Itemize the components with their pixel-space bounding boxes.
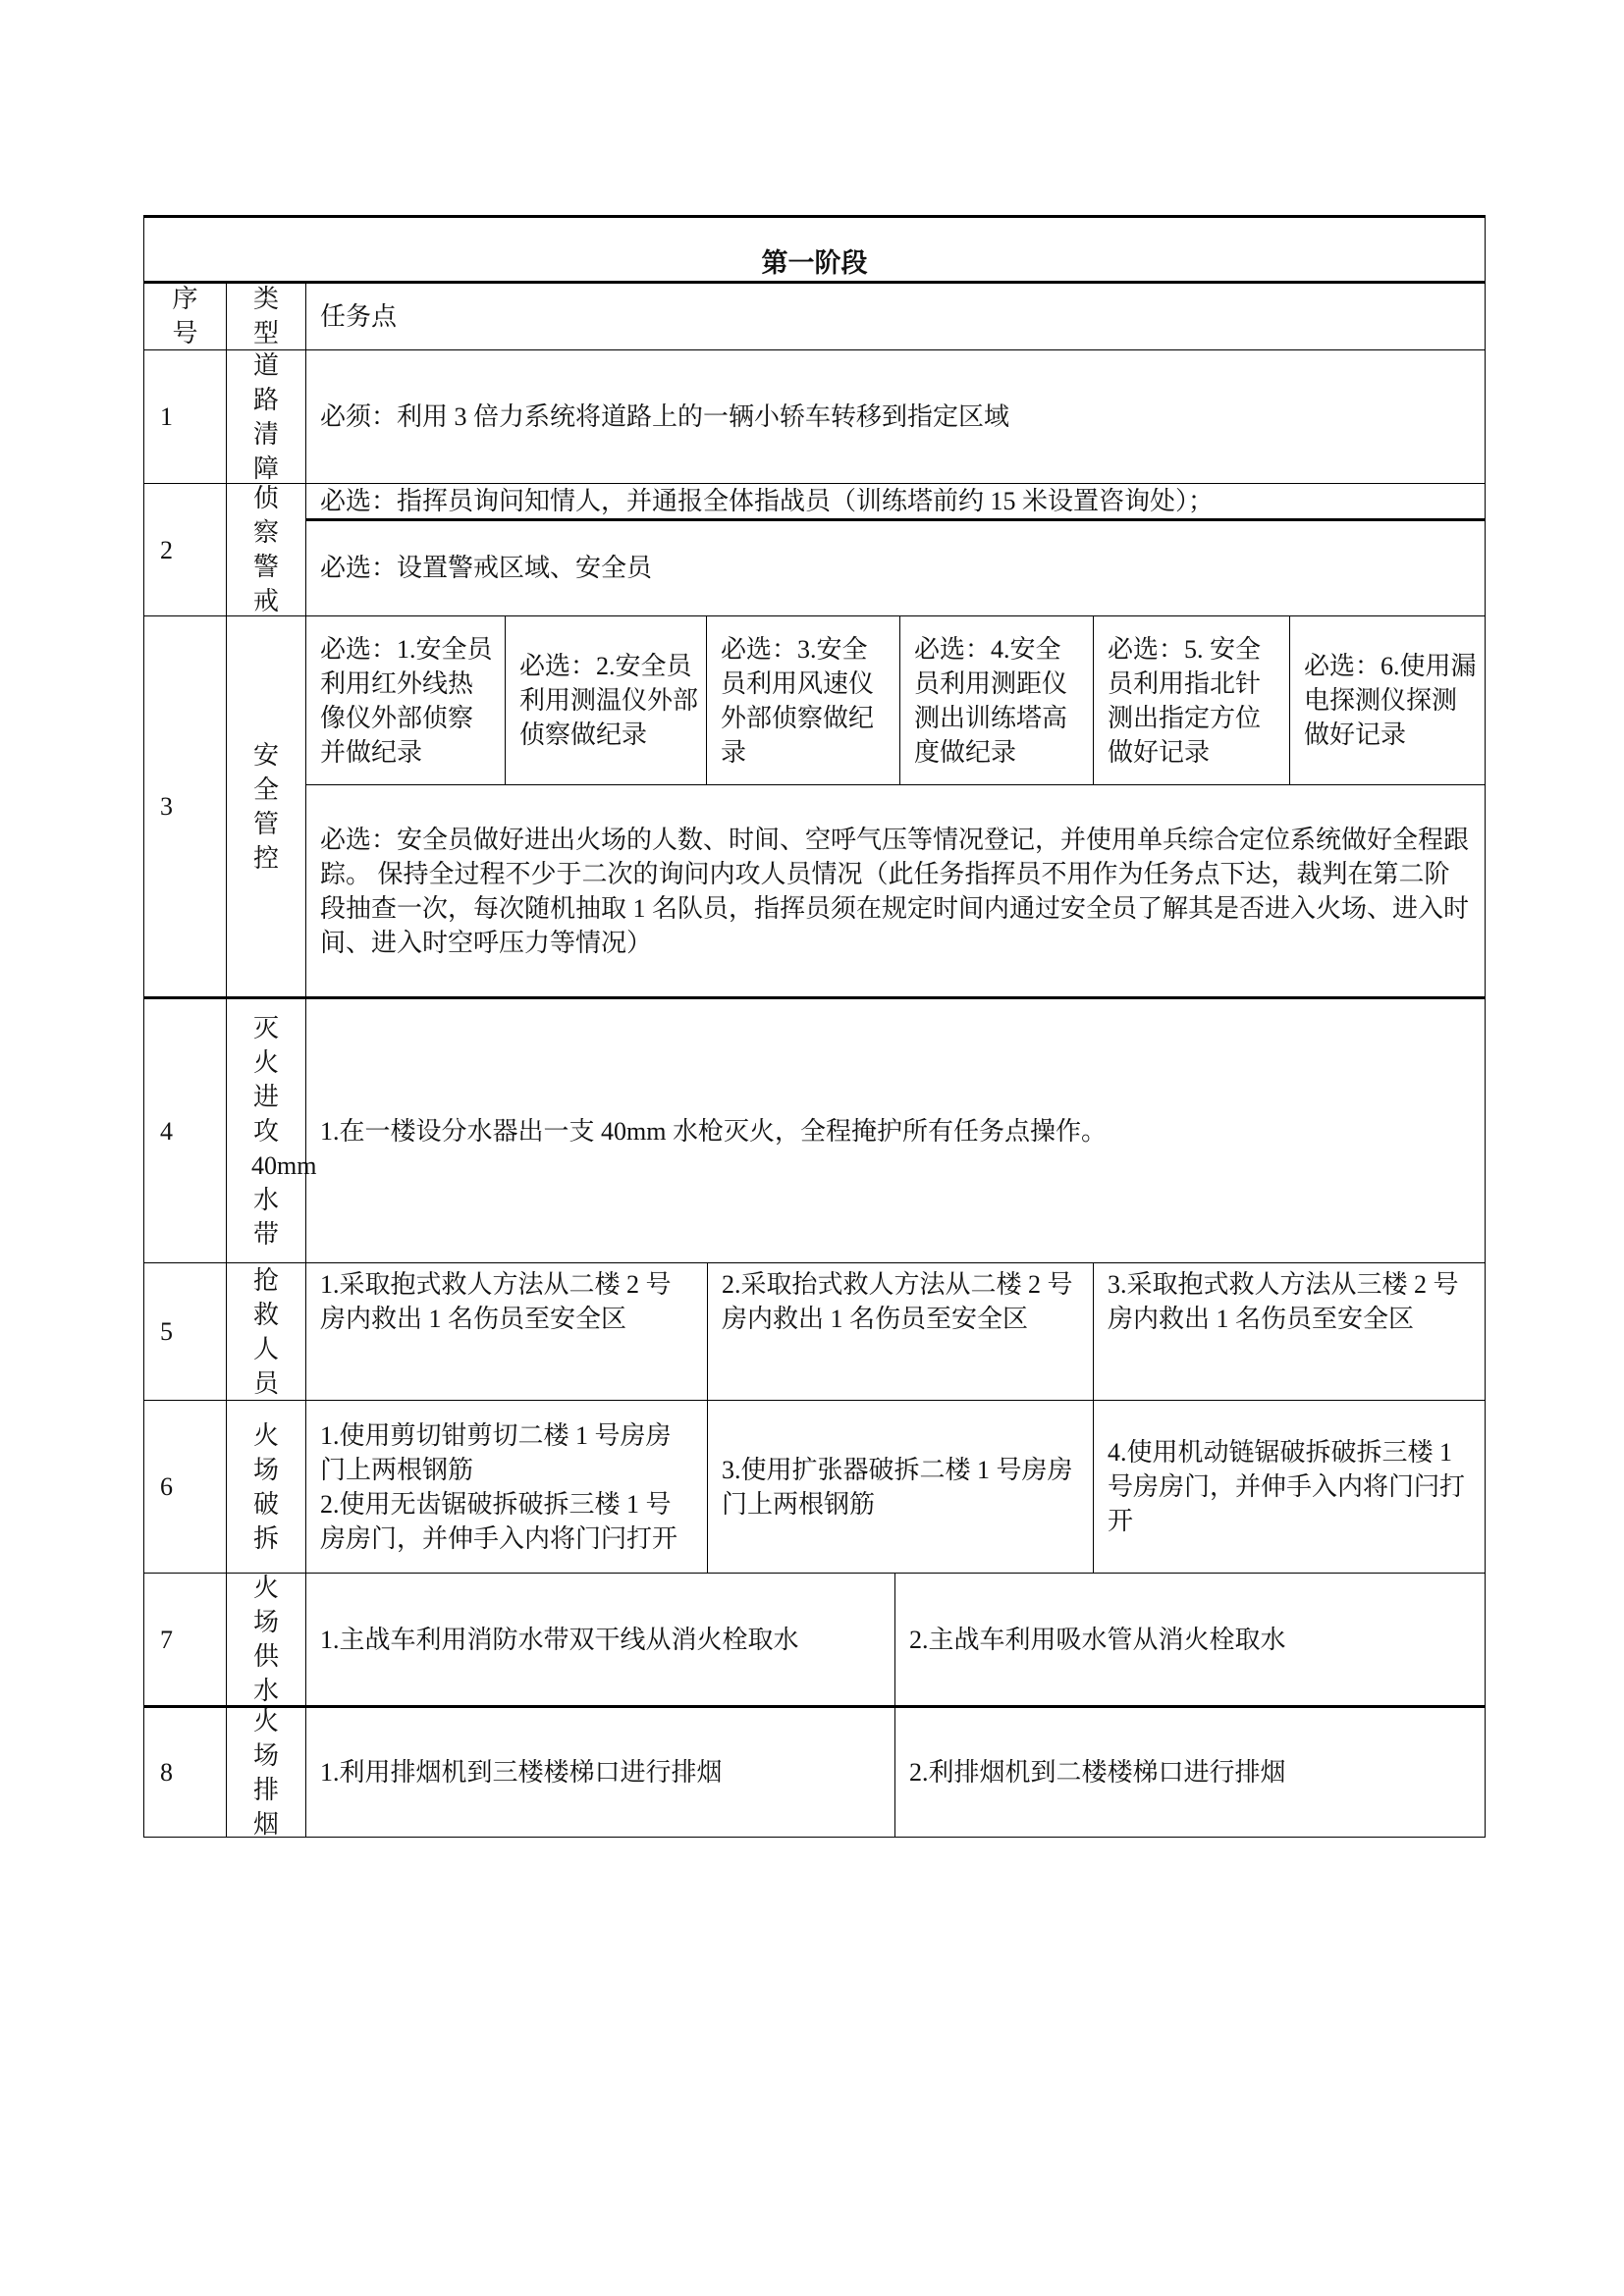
task-text: 1.主战车利用消防水带双干线从消火栓取水: [320, 1625, 799, 1654]
seq-text: 6: [160, 1472, 173, 1501]
row3-task-1: [305, 615, 506, 785]
task-text: 必选：设置警戒区域、安全员: [320, 554, 653, 582]
row3-task-4: [899, 615, 1094, 785]
task-text: 4.使用机动链锯破拆破拆三楼 1 号房房门，并伸手入内将门闩打开: [1108, 1438, 1466, 1535]
task-text: 2.利排烟机到二楼楼梯口进行排烟: [909, 1758, 1286, 1787]
seq-text: 1: [160, 402, 173, 431]
row2-type: [226, 483, 306, 616]
row8-task-2: [894, 1705, 1486, 1838]
header-task-text: 任务点: [320, 301, 398, 331]
task-text: 必选：5. 安全员利用指北针测出指定方位做好记录: [1108, 634, 1262, 767]
row7-task-2: [894, 1573, 1486, 1706]
row7-type: [226, 1573, 306, 1706]
header-seq-text: 序号: [172, 285, 198, 347]
task-text: 必选：指挥员询问知情人，并通报全体指战员（训练塔前约 15 米设置咨询处）；: [320, 487, 1215, 515]
task-text: 2.采取抬式救人方法从二楼 2 号房内救出 1 名伤员至安全区: [722, 1270, 1073, 1333]
row3-task-3: [706, 615, 900, 785]
row8-task-1: [305, 1705, 895, 1838]
task-text: 1.采取抱式救人方法从二楼 2 号房内救出 1 名伤员至安全区: [320, 1270, 672, 1333]
type-text: 火场破拆: [252, 1420, 279, 1553]
task-text: 必选：1.安全员利用红外线热像仪外部侦察并做纪录: [320, 634, 493, 767]
type-text: 抢救人员: [252, 1265, 279, 1398]
row5-seq: [143, 1262, 227, 1401]
row1-type: [226, 349, 306, 484]
row7-task-1: [305, 1573, 895, 1706]
task-text: 2.主战车利用吸水管从消火栓取水: [909, 1625, 1286, 1654]
row2-task-2: [305, 519, 1486, 616]
row4-seq: [143, 996, 227, 1263]
row5-type: [226, 1262, 306, 1401]
row6-task-2: [707, 1400, 1094, 1574]
row1-task: [305, 349, 1486, 484]
seq-text: 4: [160, 1116, 173, 1146]
task-text: 1.在一楼设分水器出一支 40mm 水枪灭火，全程掩护所有任务点操作。: [320, 1116, 1107, 1146]
task-text: 2.使用无齿锯破拆破拆三楼 1 号房房门，并伸手入内将门闩打开: [320, 1489, 678, 1553]
task-text: 1.使用剪切钳剪切二楼 1 号房房门上两根钢筋: [320, 1420, 672, 1484]
row6-task-1: [305, 1400, 708, 1574]
task-text: 1.利用排烟机到三楼楼梯口进行排烟: [320, 1758, 723, 1787]
row3-type: [226, 615, 306, 997]
table-title: [143, 215, 1486, 284]
row3-task-5: [1093, 615, 1290, 785]
row1-seq: [143, 349, 227, 484]
task-text: 必选：6.使用漏电探测仪探测做好记录: [1304, 652, 1477, 749]
type-text: 安全管控: [252, 740, 279, 873]
type-text: 火场排烟: [252, 1706, 279, 1839]
row2-seq: [143, 483, 227, 616]
type-text: 火场供水: [252, 1574, 279, 1705]
row3-seq: [143, 615, 227, 997]
seq-text: 3: [160, 792, 173, 821]
row6-type: [226, 1400, 306, 1574]
task-text: 3.采取抱式救人方法从三楼 2 号房内救出 1 名伤员至安全区: [1108, 1270, 1459, 1333]
header-task: [305, 282, 1486, 350]
seq-text: 5: [160, 1317, 173, 1346]
row7-seq: [143, 1573, 227, 1706]
row5-task-1: [305, 1262, 708, 1401]
row3-task-2: [505, 615, 707, 785]
row8-seq: [143, 1705, 227, 1838]
row6-task-3: [1093, 1400, 1486, 1574]
header-type-text: 类型: [252, 285, 279, 347]
task-text: 必选：3.安全员利用风速仪外部侦察做纪录: [721, 634, 875, 767]
row3-task-6: [1289, 615, 1486, 785]
task-text: 必选：安全员做好进出火场的人数、时间、空呼气压等情况登记，并使用单兵综合定位系统做好全程跟踪。 保持全过程不少于二次的询问内攻人员情况（此任务指挥员不用作为任务点下达，裁判在第二阶段抽查一次，每次随机抽取 1 名队员，指挥员须在规定时间内通过安全员了解其是否进入火场、进入时间、进入时空呼压力等情况）: [320, 825, 1470, 957]
task-text: 必须：利用 3 倍力系统将道路上的一辆小轿车转移到指定区域: [320, 402, 1010, 431]
row4-type: [226, 996, 317, 1263]
type-text: 道路清障: [252, 350, 279, 483]
row6-seq: [143, 1400, 227, 1574]
title-text: 第一阶段: [761, 248, 868, 278]
task-text: 必选：4.安全员利用测距仪测出训练塔高度做纪录: [914, 634, 1068, 767]
row4-task: [305, 996, 1486, 1263]
row5-task-3: [1093, 1262, 1486, 1401]
seq-text: 7: [160, 1625, 173, 1654]
row5-task-2: [707, 1262, 1094, 1401]
task-text: 3.使用扩张器破拆二楼 1 号房房门上两根钢筋: [722, 1455, 1073, 1519]
row2-task-1: [305, 483, 1486, 521]
type-text: 灭火进攻40mm水带: [251, 1013, 317, 1249]
seq-text: 8: [160, 1758, 173, 1787]
seq-text: 2: [160, 535, 173, 564]
task-text: 必选：2.安全员利用测温仪外部侦察做纪录: [519, 652, 699, 749]
header-type: [226, 282, 306, 350]
type-text: 侦察警戒: [252, 484, 279, 615]
row8-type: [226, 1705, 306, 1838]
row3-task-7: [305, 784, 1486, 997]
header-seq: [143, 282, 227, 350]
